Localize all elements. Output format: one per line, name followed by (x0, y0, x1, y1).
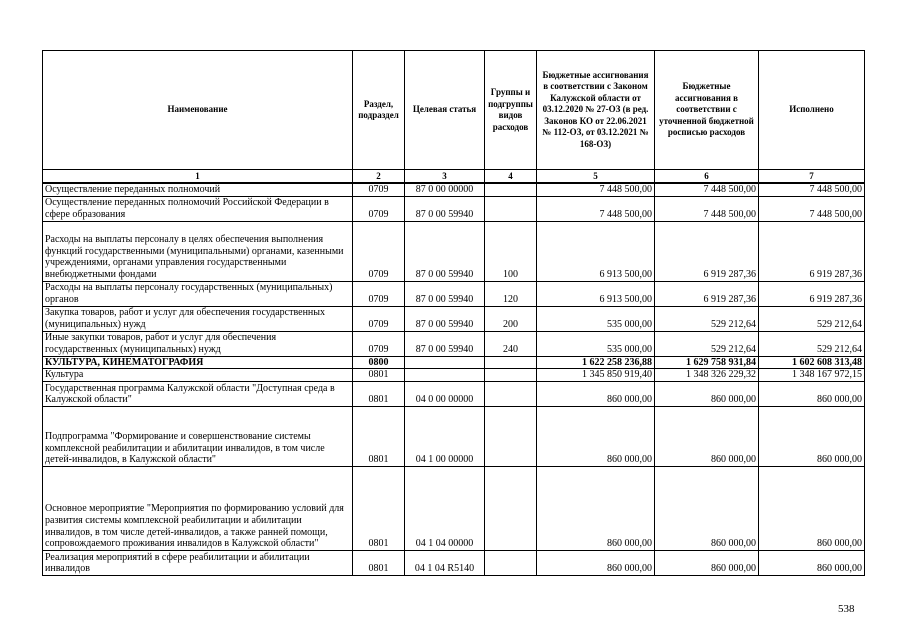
cell-refined-allocation: 860 000,00 (655, 550, 759, 575)
cell-target-article: 87 0 00 59940 (405, 331, 485, 356)
cell-name: Осуществление переданных полномочий (43, 183, 353, 196)
cell-section: 0709 (353, 183, 405, 196)
cell-target-article: 04 1 04 00000 (405, 466, 485, 550)
cell-executed: 6 919 287,36 (759, 221, 865, 281)
cell-expense-group (485, 406, 537, 466)
table-row (43, 381, 865, 406)
cell-executed: 860 000,00 (759, 406, 865, 466)
column-number-row (43, 170, 865, 184)
cell-executed: 7 448 500,00 (759, 183, 865, 196)
cell-section: 0709 (353, 281, 405, 306)
column-number: 7 (759, 170, 865, 184)
cell-law-allocation: 7 448 500,00 (537, 183, 655, 196)
cell-expense-group: 100 (485, 221, 537, 281)
page-number: 538 (838, 603, 855, 615)
cell-law-allocation: 860 000,00 (537, 406, 655, 466)
table-row (43, 196, 865, 221)
header-row (43, 51, 865, 170)
cell-executed: 1 602 608 313,48 (759, 356, 865, 369)
cell-target-article: 87 0 00 59940 (405, 281, 485, 306)
table-row (43, 221, 865, 281)
cell-refined-allocation: 860 000,00 (655, 466, 759, 550)
cell-name: КУЛЬТУРА, КИНЕМАТОГРАФИЯ (43, 356, 353, 369)
cell-section: 0801 (353, 381, 405, 406)
cell-target-article (405, 369, 485, 382)
cell-target-article: 87 0 00 59940 (405, 306, 485, 331)
table-row (43, 356, 865, 369)
cell-law-allocation: 860 000,00 (537, 466, 655, 550)
column-number: 3 (405, 170, 485, 184)
cell-expense-group (485, 550, 537, 575)
cell-expense-group (485, 356, 537, 369)
cell-law-allocation: 7 448 500,00 (537, 196, 655, 221)
cell-section: 0709 (353, 196, 405, 221)
cell-expense-group (485, 381, 537, 406)
cell-law-allocation: 1 622 258 236,88 (537, 356, 655, 369)
cell-refined-allocation: 860 000,00 (655, 381, 759, 406)
cell-executed: 529 212,64 (759, 306, 865, 331)
cell-refined-allocation: 1 629 758 931,84 (655, 356, 759, 369)
cell-name: Государственная программа Калужской области "Доступная среда в Калужской области" (43, 381, 353, 406)
cell-executed: 1 348 167 972,15 (759, 369, 865, 382)
cell-expense-group (485, 369, 537, 382)
cell-executed: 529 212,64 (759, 331, 865, 356)
cell-target-article: 87 0 00 59940 (405, 221, 485, 281)
cell-target-article: 87 0 00 59940 (405, 196, 485, 221)
cell-name: Реализация мероприятий в сфере реабилитации и абилитации инвалидов (43, 550, 353, 575)
cell-law-allocation: 6 913 500,00 (537, 221, 655, 281)
header-name: Наименование (43, 51, 353, 170)
cell-law-allocation: 535 000,00 (537, 306, 655, 331)
cell-name: Расходы на выплаты персоналу в целях обеспечения выполнения функций государственными (муниципальными) органами, казенными учреждениями, органами управления государственными внебюджетными фондами (43, 221, 353, 281)
cell-law-allocation: 1 345 850 919,40 (537, 369, 655, 382)
cell-target-article: 04 1 04 R5140 (405, 550, 485, 575)
cell-section: 0801 (353, 466, 405, 550)
cell-section: 0709 (353, 331, 405, 356)
column-number: 6 (655, 170, 759, 184)
cell-target-article (405, 356, 485, 369)
cell-refined-allocation: 6 919 287,36 (655, 281, 759, 306)
table-row (43, 306, 865, 331)
cell-name: Подпрограмма "Формирование и совершенствование системы комплексной реабилитации и абилитации инвалидов, в том числе детей-инвалидов, в Калужской области" (43, 406, 353, 466)
cell-expense-group: 120 (485, 281, 537, 306)
cell-target-article: 04 1 00 00000 (405, 406, 485, 466)
header-refined-allocation: Бюджетные ассигнования в соответствии с уточненной бюджетной росписью расходов (655, 51, 759, 170)
header-section: Раздел, подраздел (353, 51, 405, 170)
cell-refined-allocation: 1 348 326 229,32 (655, 369, 759, 382)
column-number: 5 (537, 170, 655, 184)
cell-refined-allocation: 529 212,64 (655, 306, 759, 331)
cell-executed: 6 919 287,36 (759, 281, 865, 306)
cell-section: 0801 (353, 550, 405, 575)
cell-law-allocation: 860 000,00 (537, 381, 655, 406)
cell-refined-allocation: 7 448 500,00 (655, 196, 759, 221)
cell-law-allocation: 535 000,00 (537, 331, 655, 356)
cell-executed: 860 000,00 (759, 550, 865, 575)
cell-section: 0801 (353, 406, 405, 466)
cell-name: Основное мероприятие "Мероприятия по формированию условий для развития системы комплексной реабилитации и абилитации инвалидов, в том числе детей-инвалидов, а также ранней помощи, сопровождаемого проживания инвалидов в Калужской области" (43, 466, 353, 550)
cell-refined-allocation: 7 448 500,00 (655, 183, 759, 196)
header-target: Целевая статья (405, 51, 485, 170)
cell-expense-group (485, 183, 537, 196)
cell-expense-group: 240 (485, 331, 537, 356)
cell-expense-group: 200 (485, 306, 537, 331)
column-number: 4 (485, 170, 537, 184)
cell-target-article: 87 0 00 00000 (405, 183, 485, 196)
cell-name: Осуществление переданных полномочий Российской Федерации в сфере образования (43, 196, 353, 221)
table-row (43, 406, 865, 466)
cell-target-article: 04 0 00 00000 (405, 381, 485, 406)
cell-section: 0709 (353, 306, 405, 331)
cell-refined-allocation: 6 919 287,36 (655, 221, 759, 281)
budget-table (42, 50, 865, 576)
cell-executed: 860 000,00 (759, 381, 865, 406)
cell-expense-group (485, 196, 537, 221)
cell-section: 0800 (353, 356, 405, 369)
cell-refined-allocation: 860 000,00 (655, 406, 759, 466)
cell-section: 0801 (353, 369, 405, 382)
cell-name: Расходы на выплаты персоналу государственных (муниципальных) органов (43, 281, 353, 306)
cell-law-allocation: 6 913 500,00 (537, 281, 655, 306)
table-row (43, 466, 865, 550)
cell-law-allocation: 860 000,00 (537, 550, 655, 575)
column-number: 2 (353, 170, 405, 184)
cell-expense-group (485, 466, 537, 550)
cell-refined-allocation: 529 212,64 (655, 331, 759, 356)
table-row (43, 331, 865, 356)
cell-executed: 860 000,00 (759, 466, 865, 550)
cell-name: Закупка товаров, работ и услуг для обеспечения государственных (муниципальных) нужд (43, 306, 353, 331)
table-row (43, 281, 865, 306)
cell-section: 0709 (353, 221, 405, 281)
cell-executed: 7 448 500,00 (759, 196, 865, 221)
cell-name: Культура (43, 369, 353, 382)
table-row (43, 369, 865, 382)
table-row (43, 550, 865, 575)
cell-name: Иные закупки товаров, работ и услуг для обеспечения государственных (муниципальных) нужд (43, 331, 353, 356)
table-body (43, 183, 865, 575)
column-number: 1 (43, 170, 353, 184)
header-group: Группы и подгруппы видов расходов (485, 51, 537, 170)
header-law-allocation: Бюджетные ассигнования в соответствии с Законом Калужской области от 03.12.2020 № 27-ОЗ (в ред. Законов КО от 22.06.2021 № 112-ОЗ, от 03.12.2021 № 168-ОЗ) (537, 51, 655, 170)
table-row (43, 183, 865, 196)
header-executed: Исполнено (759, 51, 865, 170)
